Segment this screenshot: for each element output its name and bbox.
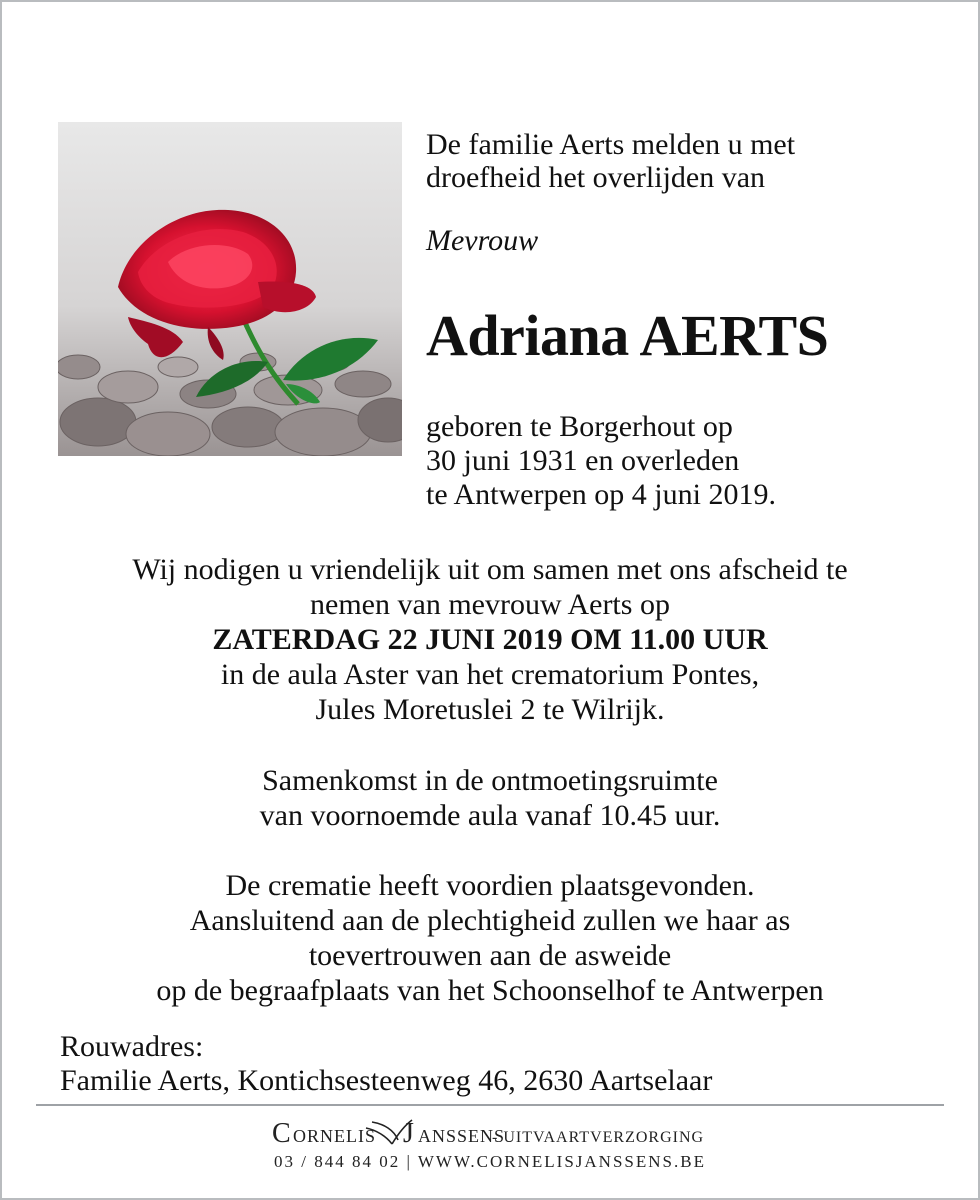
gathering-line: van voornoemde aula vanaf 10.45 uur. bbox=[259, 799, 721, 832]
rose-image bbox=[58, 122, 402, 456]
gathering-paragraph bbox=[20, 763, 960, 833]
invitation-line: Wij nodigen u vriendelijk uit om samen met ons afscheid te bbox=[132, 553, 848, 586]
intro-line: droefheid het overlijden van bbox=[426, 161, 766, 194]
cremation-line: Aansluitend aan de plechtigheid zullen we haar as bbox=[189, 904, 791, 937]
logo-suffix: - UITVAARTVERZORGING bbox=[492, 1129, 705, 1146]
address-value: Familie Aerts, Kontichsesteenweg 46, 2630 Aartselaar bbox=[60, 1064, 713, 1097]
cremation-paragraph bbox=[20, 868, 960, 1008]
intro-line: De familie Aerts melden u met bbox=[426, 128, 796, 161]
birth-line: te Antwerpen op 4 juni 2019. bbox=[426, 478, 776, 511]
invitation-line: Jules Moretuslei 2 te Wilrijk. bbox=[315, 693, 665, 726]
ceremony-date: ZATERDAG 22 JUNI 2019 OM 11.00 UUR bbox=[212, 623, 768, 656]
contact-line: 03 / 844 84 02 | WWW.CORNELISJANSSENS.BE bbox=[274, 1152, 706, 1171]
funeral-home-logo bbox=[0, 1112, 980, 1152]
birth-death-details bbox=[426, 410, 946, 512]
cremation-line: toevertrouwen aan de asweide bbox=[308, 939, 672, 972]
logo-svg bbox=[0, 1112, 980, 1152]
invitation-line: in de aula Aster van het crematorium Pontes, bbox=[220, 658, 760, 691]
honorific: Mevrouw bbox=[426, 224, 539, 257]
logo-word-janssens: ANSSENS bbox=[418, 1126, 506, 1146]
intro-text bbox=[426, 128, 946, 194]
cremation-line: De crematie heeft voordien plaatsgevonden. bbox=[225, 869, 755, 902]
logo-initial-j: J bbox=[403, 1118, 414, 1149]
mourning-address bbox=[60, 1030, 940, 1098]
deceased-name: Adriana AERTS bbox=[426, 303, 829, 368]
logo-initial-c: C bbox=[272, 1118, 291, 1149]
birth-line: 30 juni 1931 en overleden bbox=[426, 444, 740, 477]
invitation-paragraph bbox=[20, 552, 960, 727]
rose-photo bbox=[58, 122, 402, 456]
cremation-line: op de begraafplaats van het Schoonselhof te Antwerpen bbox=[156, 974, 824, 1007]
gathering-line: Samenkomst in de ontmoetingsruimte bbox=[262, 764, 718, 797]
footer-divider bbox=[36, 1104, 944, 1106]
address-label: Rouwadres: bbox=[60, 1030, 204, 1063]
birth-line: geboren te Borgerhout op bbox=[426, 410, 733, 443]
logo-word-cornelis: ORNELIS bbox=[293, 1126, 376, 1146]
invitation-line: nemen van mevrouw Aerts op bbox=[310, 588, 670, 621]
